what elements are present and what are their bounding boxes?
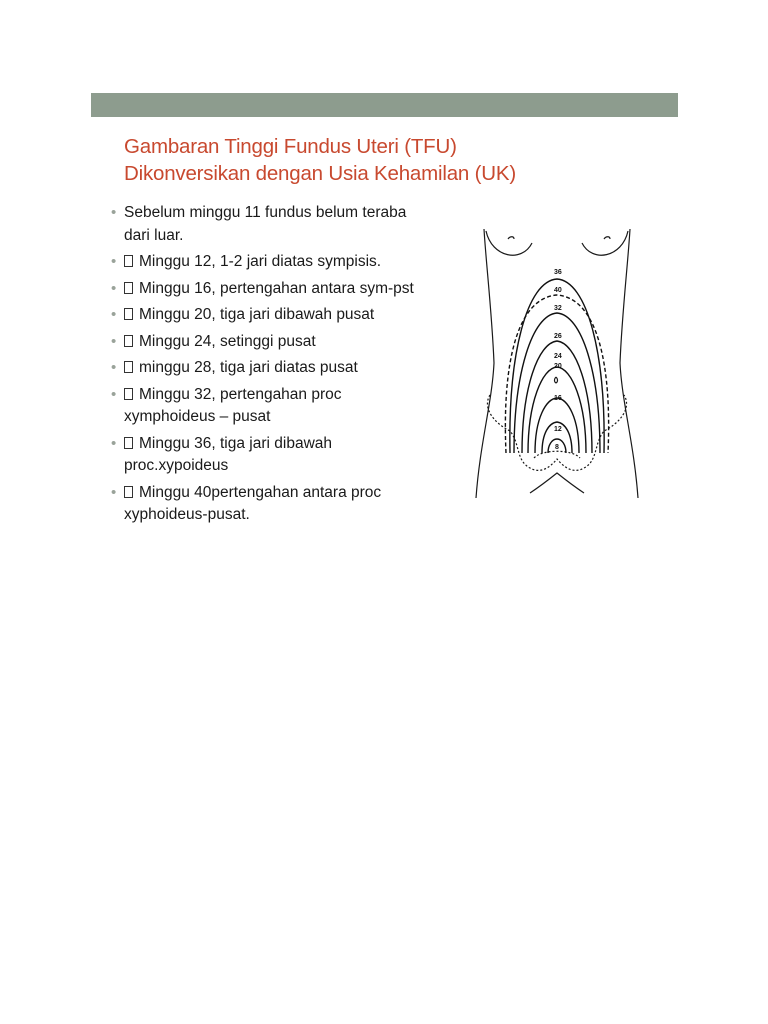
label-week-32: 32 <box>554 305 562 312</box>
bullet-dot-icon: • <box>111 385 117 403</box>
bullet-text: minggu 28, tiga jari diatas pusat <box>139 359 358 376</box>
bullet-dot-icon: • <box>111 434 117 452</box>
label-week-40: 40 <box>554 287 562 294</box>
bullet-item <box>111 251 471 274</box>
missing-glyph-icon <box>124 335 133 347</box>
groin-lines <box>530 473 584 493</box>
left-nipple <box>508 237 514 239</box>
bullet-item <box>111 331 471 354</box>
bullet-text-cont: dari luar. <box>124 226 184 244</box>
bullet-text: Minggu 32, pertengahan proc <box>139 385 342 403</box>
header-band <box>91 93 678 117</box>
right-breast <box>582 231 628 255</box>
fundus-height-illustration <box>472 203 642 508</box>
slide-title <box>124 133 644 187</box>
bullet-dot-icon: • <box>111 253 117 270</box>
bullet-dot-icon: • <box>111 483 117 501</box>
label-week-26: 26 <box>554 333 562 340</box>
missing-glyph-icon <box>124 388 133 400</box>
bullet-dot-icon: • <box>111 204 117 221</box>
right-nipple <box>604 237 610 239</box>
bullet-item <box>111 433 471 478</box>
bullet-text: Minggu 20, tiga jari dibawah pusat <box>139 306 375 323</box>
bullet-item <box>111 278 471 301</box>
bullet-text-cont: xymphoideus – pusat <box>124 408 271 425</box>
label-week-36: 36 <box>554 269 562 276</box>
bullet-dot-icon: • <box>111 359 117 376</box>
bullet-list <box>111 202 471 531</box>
bullet-dot-icon: • <box>111 306 117 323</box>
bullet-text: Minggu 16, pertengahan antara sym-pst <box>139 279 414 297</box>
bullet-item <box>111 304 471 327</box>
torso-diagram <box>472 203 642 508</box>
navel <box>555 377 558 383</box>
label-week-16: 16 <box>554 395 562 402</box>
bullet-text: Minggu 24, setinggi pusat <box>139 332 316 350</box>
label-week-24: 24 <box>554 353 562 360</box>
bullet-text: Minggu 36, tiga jari dibawah <box>139 434 333 452</box>
missing-glyph-icon <box>124 308 133 320</box>
bullet-text: Minggu 40pertengahan antara proc <box>139 483 382 501</box>
bullet-dot-icon: • <box>111 332 117 350</box>
label-week-20: 20 <box>554 363 562 370</box>
missing-glyph-icon <box>124 361 133 373</box>
missing-glyph-icon <box>124 255 133 267</box>
bullet-text-cont: proc.xypoideus <box>124 457 229 474</box>
missing-glyph-icon <box>124 282 133 294</box>
bullet-dot-icon: • <box>111 279 117 297</box>
left-breast <box>486 231 532 255</box>
bullet-text: Minggu 12, 1-2 jari diatas sympisis. <box>139 253 382 270</box>
label-week-8: 8 <box>555 444 559 451</box>
label-week-12: 12 <box>554 426 562 433</box>
bullet-item <box>111 482 471 527</box>
pubic-arch <box>534 451 580 458</box>
bullet-text-cont: xyphoideus-pusat. <box>124 506 250 523</box>
missing-glyph-icon <box>124 486 133 498</box>
bullet-item <box>111 384 471 429</box>
bullet-item <box>111 202 471 247</box>
bullet-text: Sebelum minggu 11 fundus belum teraba <box>124 204 407 221</box>
title-line-1: Gambaran Tinggi Fundus Uteri (TFU) <box>124 135 457 158</box>
bullet-item <box>111 357 471 380</box>
missing-glyph-icon <box>124 437 133 449</box>
torso-right-outline <box>620 229 638 498</box>
title-line-2: Dikonversikan dengan Usia Kehamilan (UK) <box>124 162 516 185</box>
torso-left-outline <box>476 229 494 498</box>
